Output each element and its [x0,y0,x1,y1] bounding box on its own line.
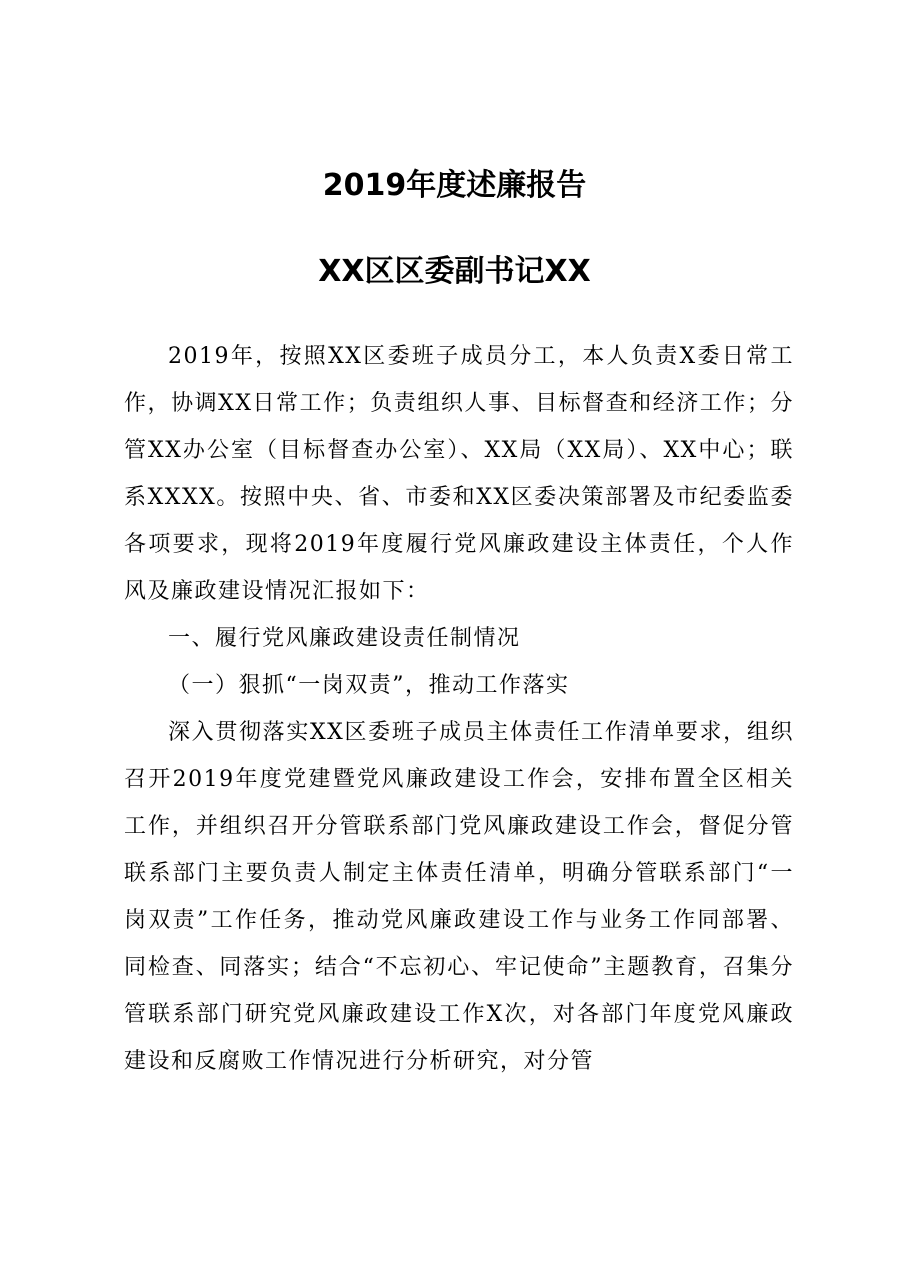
paragraph-intro: 2019年，按照XX区委班子成员分工，本人负责X委日常工作，协调XX日常工作；负责组织人事、目标督查和经济工作；分管XX办公室（目标督查办公室）、XX局（XX局）、XX中心；联系XXXX。按照中央、省、市委和XX区委决策部署及市纪委监委各项要求，现将2019年度履行党风廉政建设主体责任，个人作风及廉政建设情况汇报如下： [124,344,794,604]
paragraph-body: 深入贯彻落实XX区委班子成员主体责任工作清单要求，组织召开2019年度党建暨党风廉政建设工作会，安排布置全区相关工作，并组织召开分管联系部门党风廉政建设工作会，督促分管联系部门主要负责人制定主体责任清单，明确分管联系部门“一岗双责”工作任务，推动党风廉政建设工作与业务工作同部署、同检查、同落实；结合“不忘初心、牢记使命”主题教育，召集分管联系部门研究党风廉政建设工作X次，对各部门年度党风廉政建设和反腐败工作情况进行分析研究，对分管 [124,720,794,1074]
document-title: 2019年度述廉报告 [322,168,587,203]
document-body [124,333,794,1085]
subsection-heading: （一）狠抓“一岗双责”，推动工作落实 [168,673,570,698]
document-subtitle: XX区区委副书记XX [318,254,591,289]
section-heading: 一、履行党风廉政建设责任制情况 [168,626,521,651]
